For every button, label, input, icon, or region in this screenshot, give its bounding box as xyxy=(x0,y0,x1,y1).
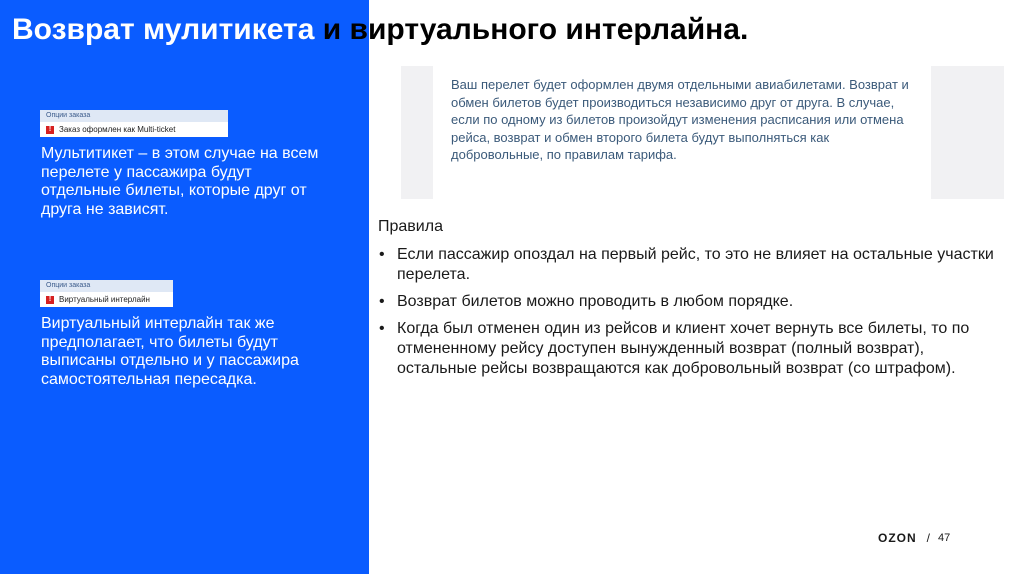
order-option-label: Виртуальный интерлайн xyxy=(59,295,150,304)
warning-icon: ! xyxy=(46,126,54,134)
rules-section xyxy=(378,217,1008,386)
order-option-multiticket xyxy=(40,110,228,137)
order-option-header: Опции заказа xyxy=(40,110,228,122)
ozon-logo: OZON xyxy=(878,531,917,545)
multiticket-description: Мультитикет – в этом случае на всем перелете у пассажира будут отдельные билеты, которые друг от друга не зависят. xyxy=(41,145,319,218)
order-option-interline xyxy=(40,280,173,307)
order-option-row xyxy=(40,292,173,307)
bullet-icon: • xyxy=(379,246,385,263)
interline-description: Виртуальный интерлайн так же предполагает, что билеты будут выписаны отдельно и у пассажира самостоятельная пересадка. xyxy=(41,315,299,388)
footer-separator: / xyxy=(926,531,931,545)
slide-title-part1: Возврат мулитикета xyxy=(12,13,315,46)
ticket-notice-box xyxy=(401,66,1004,199)
bullet-icon: • xyxy=(379,320,385,337)
rules-list-item xyxy=(378,292,1008,312)
rules-list-item xyxy=(378,245,1008,285)
order-option-row xyxy=(40,122,228,137)
slide-title-part2: и виртуального интерлайна. xyxy=(314,13,749,46)
warning-icon: ! xyxy=(46,296,54,304)
bullet-icon: • xyxy=(379,293,385,310)
rules-item-text: Если пассажир опоздал на первый рейс, то это не влияет на остальные участки перелета. xyxy=(397,246,994,283)
rules-item-text: Когда был отменен один из рейсов и клиент хочет вернуть все билеты, то по отмененному рейсу доступен вынужденный возврат (полный возврат), остальные рейсы возвращаются как добровольный возврат (со штрафом). xyxy=(397,320,970,377)
page-number: 47 xyxy=(938,532,951,544)
rules-list-item xyxy=(378,319,1008,379)
ticket-notice-text: Ваш перелет будет оформлен двумя отдельными авиабилетами. Возврат и обмен билетов будет производиться независимо друг от друга. В случае, если по одному из билетов произойдут изменения расписания или отмена рейса, возврат и обмен второго билета будут выполняться как добровольные, по правилам тарифа. xyxy=(451,77,909,162)
rules-list xyxy=(378,245,1008,379)
rules-item-text: Возврат билетов можно проводить в любом порядке. xyxy=(397,293,794,310)
order-option-header: Опции заказа xyxy=(40,280,173,292)
slide-title xyxy=(12,10,1012,50)
order-option-label: Заказ оформлен как Multi-ticket xyxy=(59,125,176,134)
slide-footer xyxy=(878,531,950,545)
rules-title: Правила xyxy=(378,218,443,235)
